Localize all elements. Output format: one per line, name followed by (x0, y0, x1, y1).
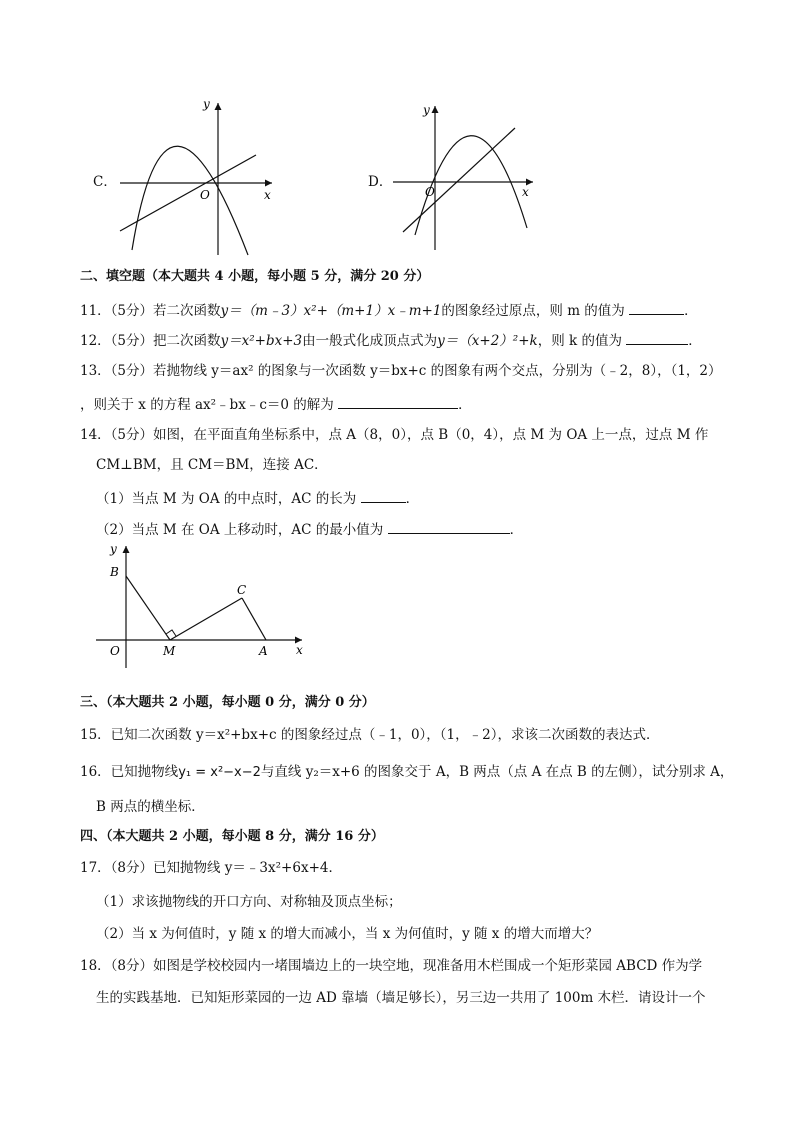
q12-text-end: ，则 k 的值为 (537, 333, 622, 349)
question-11: 11．（5分）若二次函数y＝（m﹣3）x²+（m+1）x﹣m+1的图象经过原点，则 m 的值为 ． (80, 300, 698, 320)
x-axis-label: x (522, 185, 529, 199)
q13-text: ，则关于 x 的方程 ax²﹣bx﹣c＝0 的解为 (80, 397, 334, 413)
point-c-label: C (237, 583, 247, 597)
question-17-line1: 17．（8分）已知抛物线 y＝﹣3x²+6x+4． (80, 860, 342, 876)
point-b-label: B (110, 565, 119, 579)
q13-answer-blank[interactable] (338, 394, 458, 409)
question-12: 12．（5分）把二次函数y＝x²+bx+3由一般式化成顶点式为y＝（x+2）²+k，则 k 的值为 ． (80, 330, 702, 350)
question-13-line1: 13．（5分）若抛物线 y＝ax² 的图象与一次函数 y＝bx+c 的图象有两个交点，分别为（﹣2，8），（1，2） (80, 363, 722, 379)
q12-answer-blank[interactable] (626, 330, 688, 345)
option-d-label: D． (368, 174, 393, 190)
section-2-heading: 二、填空题（本大题共 4 小题，每小题 5 分，满分 20 分） (80, 269, 430, 284)
x-axis-label: x (296, 643, 303, 657)
q16-text: 与直线 y₂＝x+6 的图象交于 A，B 两点（点 A 在点 B 的左侧），试分别求 A， (260, 764, 734, 780)
q14-sub2-text: （2）当点 M 在 OA 上移动时，AC 的最小值为 (96, 522, 384, 538)
question-17-sub2: （2）当 x 为何值时，y 随 x 的增大而减小，当 x 为何值时，y 随 x 的增大而增大？ (96, 926, 599, 942)
x-axis-label: x (264, 188, 271, 202)
q12-prefix: 12．（5分）把二次函数 (80, 333, 221, 349)
question-14-line1: 14．（5分）如图，在平面直角坐标系中，点 A（8，0），点 B（0，4），点 M 为 OA 上一点，过点 M 作 (80, 427, 709, 443)
q16-parabola-expression: y₁ = x²−x−2 (178, 765, 261, 780)
section-3-heading: 三、（本大题共 2 小题，每小题 0 分，满分 0 分） (80, 695, 375, 710)
q11-expression: y＝（m﹣3）x²+（m+1）x﹣m+1 (220, 303, 442, 319)
option-c-graph (110, 95, 280, 260)
point-m-label: M (163, 644, 176, 658)
question-15: 15．已知二次函数 y＝x²+bx+c 的图象经过点（﹣1，0），（1，﹣2），求该二次函数的表达式． (80, 727, 660, 743)
y-axis-label: y (203, 97, 210, 111)
q11-answer-blank[interactable] (629, 300, 684, 315)
y-axis-label: y (423, 103, 430, 117)
question-16-line2: B 两点的横坐标． (96, 799, 205, 815)
section-4-heading: 四、（本大题共 2 小题，每小题 8 分，满分 16 分） (80, 829, 384, 844)
q12-text: 由一般式化成顶点式为 (302, 333, 438, 349)
q14-figure (92, 540, 312, 670)
q11-text: 的图象经过原点，则 m 的值为 (441, 303, 625, 319)
question-13-line2: ，则关于 x 的方程 ax²﹣bx﹣c＝0 的解为 ． (80, 394, 472, 414)
question-14-sub1: （1）当点 M 为 OA 的中点时，AC 的长为 ． (96, 488, 419, 508)
q12-expression: y＝x²+bx+3 (220, 333, 303, 349)
q14-sub2-answer-blank[interactable] (388, 519, 510, 534)
y-axis-label: y (110, 542, 117, 556)
option-d-graph (385, 100, 545, 255)
question-18-line1: 18．（8分）如图是学校校园内一堵围墙边上的一块空地，现准备用木栏围成一个矩形菜园 ABCD 作为学 (80, 958, 703, 974)
q11-prefix: 11．（5分）若二次函数 (80, 303, 221, 319)
q16-prefix: 16．已知抛物线 (80, 764, 179, 780)
q12-vertex-form: y＝（x+2）²+k (437, 333, 538, 349)
origin-label: O (110, 644, 120, 658)
question-17-sub1: （1）求该抛物线的开口方向、对称轴及顶点坐标； (96, 894, 402, 910)
option-c-label: C． (93, 174, 117, 190)
origin-label: O (425, 185, 435, 199)
question-14-sub2: （2）当点 M 在 OA 上移动时，AC 的最小值为 ． (96, 519, 523, 539)
question-18-line2: 生的实践基地．已知矩形菜园的一边 AD 靠墙（墙足够长），另三边一共用了 100m 木栏．请设计一个 (96, 990, 706, 1006)
point-a-label: A (259, 644, 268, 658)
question-14-line2: CM⊥BM，且 CM＝BM，连接 AC． (96, 457, 328, 473)
origin-label: O (200, 188, 210, 202)
question-16-line1 (80, 763, 733, 782)
q14-sub1-answer-blank[interactable] (361, 488, 406, 503)
q14-sub1-text: （1）当点 M 为 OA 的中点时，AC 的长为 (96, 491, 357, 507)
